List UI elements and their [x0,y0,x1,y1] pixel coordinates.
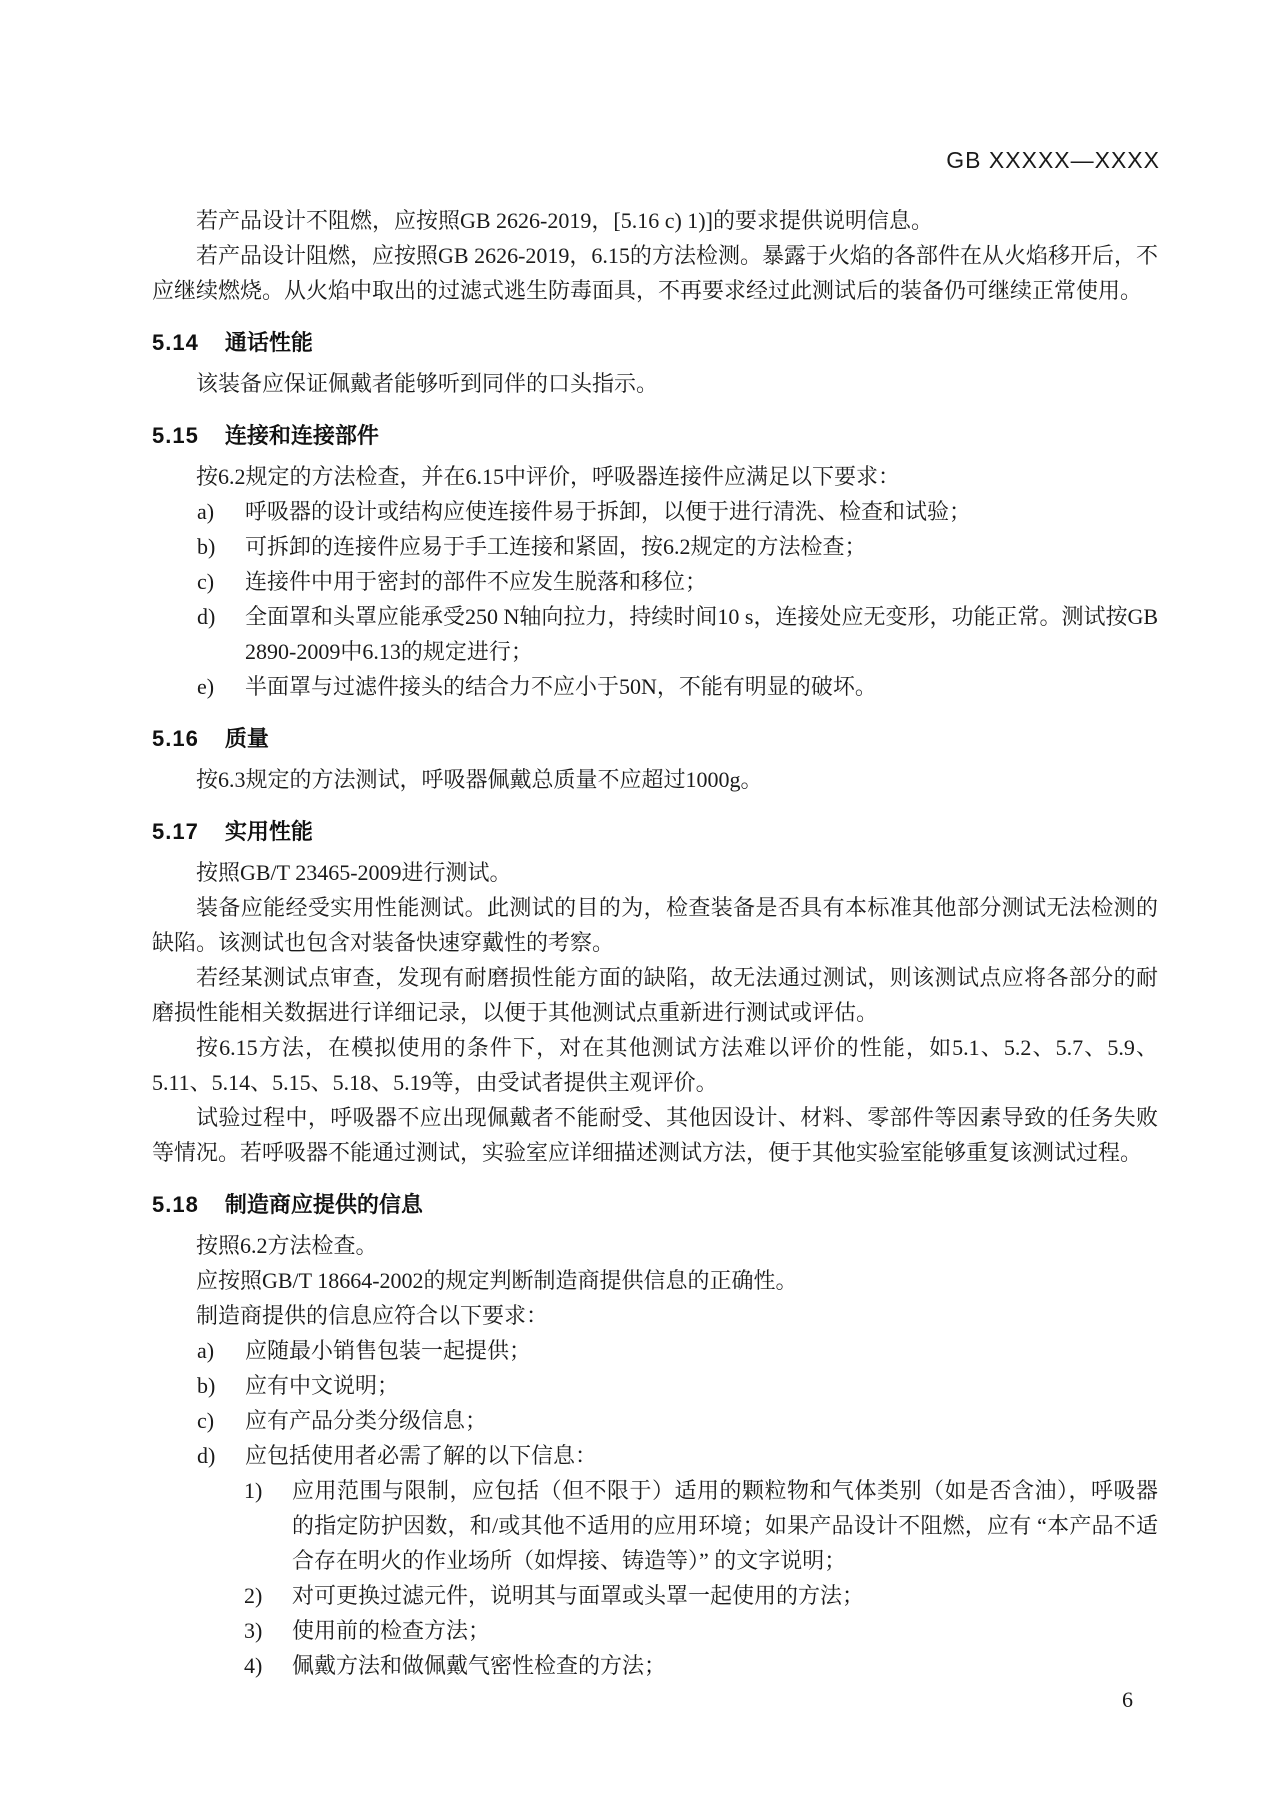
list-item-e [152,669,1158,704]
section-number: 5.16 [152,726,199,751]
section-title: 质量 [224,726,269,751]
paragraph-practical-purpose: 装备应能经受实用性能测试。此测试的目的为，检查装备是否具有本标准其他部分测试无法检测的缺陷。该测试也包含对装备快速穿戴性的考察。 [152,895,1158,955]
section-number: 5.14 [152,330,199,355]
list-item-text: 应有产品分类分级信息； [245,1408,488,1433]
list-item-text: 应随最小销售包装一起提供； [245,1338,532,1363]
paragraph-info-judge: 应按照GB/T 18664-2002的规定判断制造商提供信息的正确性。 [196,1268,798,1293]
section-title: 连接和连接部件 [224,423,379,448]
list-item-label: d) [197,1443,216,1468]
paragraph-speech-performance: 该装备应保证佩戴者能够听到同伴的口头指示。 [196,371,659,396]
sublist-item-label: 1) [244,1478,263,1503]
paragraph-practical-failure: 试验过程中，呼吸器不应出现佩戴者不能耐受、其他因设计、材料、零部件等因素导致的任务失败等情况。若呼吸器不能通过测试，实验室应详细描述测试方法，便于其他实验室能够重复该测试过程。 [152,1105,1158,1165]
list-item-c [152,1403,1158,1438]
paragraph-connectors-intro: 按6.2规定的方法检查，并在6.15中评价，呼吸器连接件应满足以下要求： [196,464,901,489]
list-item-text: 可拆卸的连接件应易于手工连接和紧固，按6.2规定的方法检查； [245,534,867,559]
sublist-item-3 [152,1613,1158,1648]
list-item-label: e) [197,674,215,699]
section-heading-5-14 [152,325,1158,360]
sublist-item-text: 应用范围与限制，应包括（但不限于）适用的颗粒物和气体类别（如是否含油），呼吸器的指定防护因数，和/或其他不适用的应用环境；如果产品设计不阻燃，应有 “本产品不适合存在明火的作业场所（如焊接、铸造等）” 的文字说明； [292,1478,1158,1573]
list-item-text: 呼吸器的设计或结构应使连接件易于拆卸，以便于进行清洗、检查和试验； [245,499,972,524]
sublist-item-label: 3) [244,1618,263,1643]
sublist-item-text: 佩戴方法和做佩戴气密性检查的方法； [292,1653,667,1678]
paragraph-info-requirements: 制造商提供的信息应符合以下要求： [196,1303,549,1328]
section-number: 5.18 [152,1192,199,1217]
section-heading-5-15 [152,418,1158,453]
sublist-item-text: 使用前的检查方法； [292,1618,491,1643]
list-item-label: a) [197,1338,215,1363]
section-title: 制造商应提供的信息 [224,1192,423,1217]
list-item-text: 应包括使用者必需了解的以下信息： [245,1443,598,1468]
list-item-label: b) [197,534,216,559]
list-item-text: 全面罩和头罩应能承受250 N轴向拉力，持续时间10 s，连接处应无变形，功能正常。测试按GB 2890-2009中6.13的规定进行； [245,604,1159,664]
section-number: 5.17 [152,819,199,844]
list-item-a [152,494,1158,529]
list-item-a [152,1333,1158,1368]
section-heading-5-16 [152,721,1158,756]
list-item-text: 半面罩与过滤件接头的结合力不应小于50N，不能有明显的破坏。 [245,674,877,699]
doc-number: GB XXXXX—XXXX [946,147,1160,173]
section-number: 5.15 [152,423,199,448]
list-item-label: b) [197,1373,216,1398]
list-item-b [152,1368,1158,1403]
list-item-label: c) [197,1408,215,1433]
page-number: 6 [1122,1687,1133,1712]
list-item-label: d) [197,604,216,629]
list-item-d [152,1438,1158,1473]
section-title: 通话性能 [224,330,313,355]
sublist-item-1 [152,1473,1158,1578]
section-heading-5-18 [152,1187,1158,1222]
paragraph-info-check: 按照6.2方法检查。 [196,1233,378,1258]
paragraph-flame-retardant: 若产品设计阻燃，应按照GB 2626-2019，6.15的方法检测。暴露于火焰的各部件在从火焰移开后，不应继续燃烧。从火焰中取出的过滤式逃生防毒面具，不再要求经过此测试后的装备仍可继续正常使用。 [152,243,1158,303]
list-item-label: a) [197,499,215,524]
document-content [152,203,1158,1683]
sublist-item-2 [152,1578,1158,1613]
paragraph-practical-wear-defect: 若经某测试点审查，发现有耐磨损性能方面的缺陷，故无法通过测试，则该测试点应将各部分的耐磨损性能相关数据进行详细记录，以便于其他测试点重新进行测试或评估。 [152,965,1158,1025]
sublist-item-label: 4) [244,1653,263,1678]
paragraph-practical-subjective: 按6.15方法，在模拟使用的条件下，对在其他测试方法难以评价的性能，如5.1、5.2、5.7、5.9、5.11、5.14、5.15、5.18、5.19等，由受试者提供主观评价。 [152,1035,1158,1095]
paragraph-non-flame-retardant: 若产品设计不阻燃，应按照GB 2626-2019，[5.16 c) 1)]的要求提供说明信息。 [196,208,933,233]
list-item-text: 连接件中用于密封的部件不应发生脱落和移位； [245,569,708,594]
paragraph-mass: 按6.3规定的方法测试，呼吸器佩戴总质量不应超过1000g。 [196,767,763,792]
paragraph-practical-test-method: 按照GB/T 23465-2009进行测试。 [196,860,512,885]
section-title: 实用性能 [224,819,313,844]
list-item-label: c) [197,569,215,594]
list-item-d [152,599,1158,669]
list-item-text: 应有中文说明； [245,1373,400,1398]
list-item-b [152,529,1158,564]
sublist-item-label: 2) [244,1583,263,1608]
list-item-c [152,564,1158,599]
sublist-item-4 [152,1648,1158,1683]
section-heading-5-17 [152,814,1158,849]
sublist-item-text: 对可更换过滤元件，说明其与面罩或头罩一起使用的方法； [292,1583,865,1608]
